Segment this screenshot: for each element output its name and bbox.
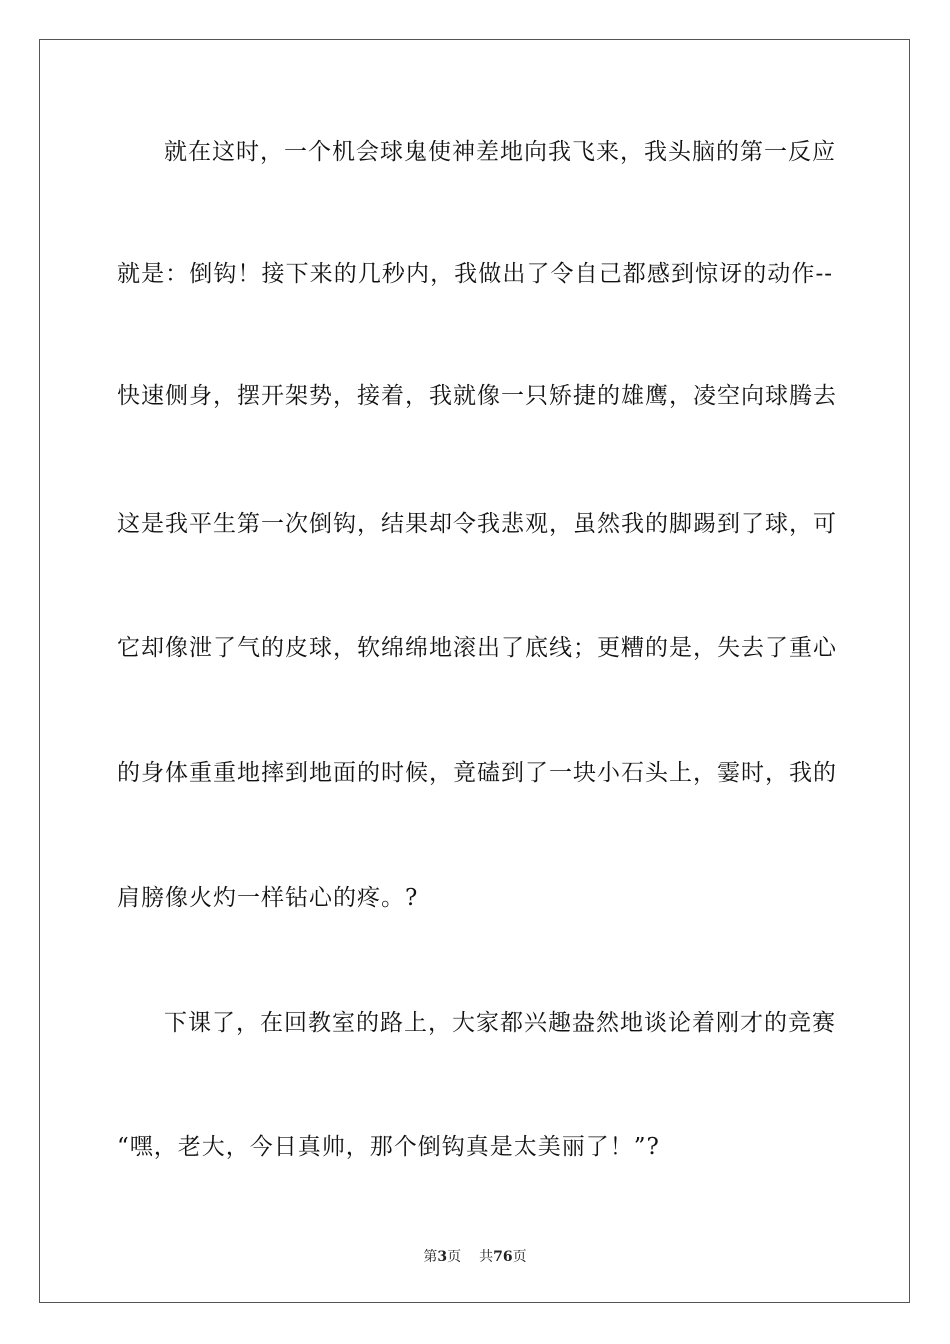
paragraph-line-8: 下课了，在回教室的路上，大家都兴趣盎然地谈论着刚才的竞赛 bbox=[164, 1010, 836, 1036]
total-prefix: 共 bbox=[479, 1249, 494, 1265]
page-prefix: 第 bbox=[423, 1249, 438, 1265]
paragraph-line-5: 它却像泄了气的皮球，软绵绵地滚出了底线；更糟的是，失去了重心 bbox=[117, 635, 837, 661]
paragraph-line-1: 就在这时，一个机会球鬼使神差地向我飞来，我头脑的第一反应 bbox=[164, 139, 836, 165]
total-pages: 76 bbox=[493, 1249, 513, 1265]
paragraph-line-4: 这是我平生第一次倒钩，结果却令我悲观，虽然我的脚踢到了球，可 bbox=[117, 511, 837, 537]
page-suffix: 页 bbox=[447, 1249, 462, 1265]
paragraph-line-7: 肩膀像火灼一样钻心的疼。? bbox=[117, 885, 419, 911]
paragraph-line-6: 的身体重重地摔到地面的时候，竟磕到了一块小石头上，霎时，我的 bbox=[117, 760, 837, 786]
total-suffix: 页 bbox=[512, 1249, 527, 1265]
paragraph-line-9: “嘿，老大，今日真帅，那个倒钩真是太美丽了！”? bbox=[117, 1134, 660, 1160]
paragraph-line-3: 快速侧身，摆开架势，接着，我就像一只矫捷的雄鹰，凌空向球腾去 bbox=[117, 383, 837, 409]
paragraph-line-2: 就是：倒钩！接下来的几秒内，我做出了令自己都感到惊讶的动作-- bbox=[117, 261, 833, 287]
page-border bbox=[39, 39, 910, 1303]
page-number: 3 bbox=[437, 1249, 448, 1265]
page-footer bbox=[0, 1248, 950, 1266]
